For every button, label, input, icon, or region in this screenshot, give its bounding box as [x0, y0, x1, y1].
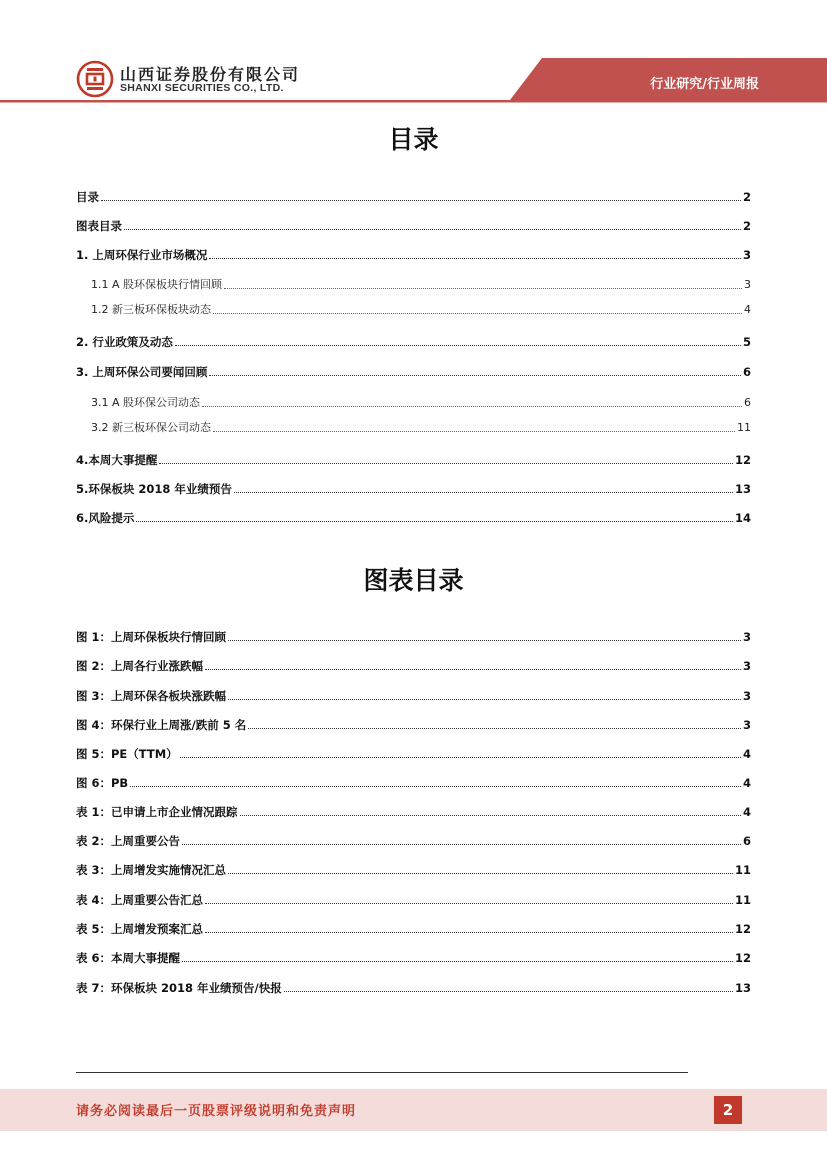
figure-toc-leader-dots	[182, 961, 733, 962]
figure-toc-leader-dots	[205, 669, 741, 670]
toc-leader-dots	[159, 463, 733, 464]
figure-toc-entry-label: 图 4：环保行业上周涨/跌前 5 名	[76, 718, 247, 732]
toc-leader-dots	[202, 406, 742, 407]
toc-leader-dots	[209, 375, 741, 376]
toc-leader-dots	[213, 313, 742, 314]
toc-entry-page: 3	[744, 278, 751, 291]
toc-leader-dots	[209, 258, 741, 259]
toc-entry[interactable]	[76, 218, 751, 234]
figure-toc-entry-label: 图 3：上周环保各板块涨跌幅	[76, 689, 227, 703]
page-header	[0, 0, 827, 104]
toc-entry[interactable]	[76, 364, 751, 380]
toc-leader-dots	[136, 521, 733, 522]
toc-entry-page: 2	[742, 190, 751, 204]
toc-entry-page: 2	[742, 219, 751, 233]
figure-toc-leader-dots	[182, 844, 741, 845]
figure-toc-leader-dots	[228, 873, 733, 874]
figure-toc-entry[interactable]	[76, 629, 751, 645]
toc-entry-page: 3	[742, 248, 751, 262]
toc-entry-label: 3.2 新三板环保公司动态	[91, 421, 211, 434]
figure-toc-entry-label: 图 2：上周各行业涨跌幅	[76, 659, 204, 673]
figure-toc-leader-dots	[228, 699, 741, 700]
toc-entry-label: 1.2 新三板环保板块动态	[91, 303, 211, 316]
figure-toc-entry-page: 3	[742, 659, 751, 673]
figure-toc-leader-dots	[205, 932, 733, 933]
toc-entry-label: 图表目录	[76, 219, 122, 233]
toc-entry-page: 13	[734, 482, 751, 496]
toc-leader-dots	[234, 492, 733, 493]
toc-entry-label: 1.1 A 股环保板块行情回顾	[91, 278, 223, 291]
toc-entry-page: 6	[744, 396, 751, 409]
toc-leader-dots	[224, 288, 742, 289]
toc-entry-label: 目录	[76, 190, 99, 204]
figure-toc-entry-page: 3	[742, 718, 751, 732]
toc-leader-dots	[101, 200, 741, 201]
figure-toc-entry-label: 表 7：环保板块 2018 年业绩预告/快报	[76, 981, 282, 995]
toc-entry[interactable]	[91, 420, 751, 436]
toc-entry-page: 4	[744, 303, 751, 316]
toc-entry-page: 12	[734, 453, 751, 467]
toc-entry[interactable]	[76, 481, 751, 497]
footer-disclaimer: 请务必阅读最后一页股票评级说明和免责声明	[76, 1104, 357, 1119]
page-number: 2	[714, 1096, 742, 1124]
figure-toc-entry-page: 12	[734, 922, 751, 936]
toc-entry[interactable]	[76, 510, 751, 526]
toc-entry-label: 1. 上周环保行业市场概况	[76, 248, 208, 262]
figure-toc-entry[interactable]	[76, 921, 751, 937]
toc-entry-page: 6	[742, 365, 751, 379]
toc-entry-label: 3. 上周环保公司要闻回顾	[76, 365, 208, 379]
figure-toc-entry[interactable]	[76, 862, 751, 878]
figure-toc-entry[interactable]	[76, 658, 751, 674]
toc-entry-label: 3.1 A 股环保公司动态	[91, 396, 201, 409]
toc-entry-page: 5	[742, 335, 751, 349]
figure-toc-entry-page: 11	[734, 863, 751, 877]
figure-toc-entry-label: 图 5：PE（TTM）	[76, 747, 178, 761]
report-type-label: 行业研究/行业周报	[650, 77, 759, 92]
figure-toc-entry[interactable]	[76, 775, 751, 791]
toc-entry[interactable]	[91, 395, 751, 411]
figure-toc-entry-page: 3	[742, 630, 751, 644]
company-logo-icon	[76, 60, 114, 98]
figure-toc-entry-page: 4	[742, 776, 751, 790]
figure-toc-entry[interactable]	[76, 804, 751, 820]
figure-toc-entry[interactable]	[76, 950, 751, 966]
figure-toc-entry[interactable]	[76, 833, 751, 849]
figure-toc-entry-label: 表 3：上周增发实施情况汇总	[76, 863, 227, 877]
footer-divider	[76, 1072, 688, 1073]
figure-toc-leader-dots	[284, 991, 733, 992]
figure-toc-entry-page: 4	[742, 805, 751, 819]
toc-leader-dots	[124, 229, 741, 230]
figure-toc-leader-dots	[130, 786, 741, 787]
toc-entry-label: 5.环保板块 2018 年业绩预告	[76, 482, 232, 496]
figure-toc-leader-dots	[228, 640, 741, 641]
figure-toc-entry-label: 表 4：上周重要公告汇总	[76, 893, 204, 907]
figure-toc-entry-label: 表 6：本周大事提醒	[76, 951, 181, 965]
figure-toc-entry-page: 13	[734, 981, 751, 995]
figure-toc-leader-dots	[180, 757, 741, 758]
figure-toc-entry-label: 图 1：上周环保板块行情回顾	[76, 630, 227, 644]
figure-toc-entry-page: 11	[734, 893, 751, 907]
figure-toc-leader-dots	[205, 903, 733, 904]
figure-toc-entry-page: 3	[742, 689, 751, 703]
figure-toc-entry[interactable]	[76, 746, 751, 762]
toc-entry[interactable]	[76, 334, 751, 350]
toc-leader-dots	[213, 431, 735, 432]
figure-toc-entry[interactable]	[76, 688, 751, 704]
figure-toc-entry-label: 表 2：上周重要公告	[76, 834, 181, 848]
toc-entry-label: 2. 行业政策及动态	[76, 335, 173, 349]
toc-entry-label: 6.风险提示	[76, 511, 135, 525]
company-name-cn: 山西证券股份有限公司	[120, 65, 301, 84]
figure-toc-entry-page: 6	[742, 834, 751, 848]
toc-entry-page: 14	[734, 511, 751, 525]
company-name-en: SHANXI SECURITIES CO., LTD.	[120, 82, 284, 94]
figure-toc-entry[interactable]	[76, 892, 751, 908]
figure-toc-entry[interactable]	[76, 980, 751, 996]
toc-entry-label: 4.本周大事提醒	[76, 453, 158, 467]
figure-toc-leader-dots	[240, 815, 741, 816]
toc-leader-dots	[175, 345, 741, 346]
toc-entry[interactable]	[76, 452, 751, 468]
figure-toc-entry-label: 表 5：上周增发预案汇总	[76, 922, 204, 936]
toc-entry[interactable]	[76, 189, 751, 205]
figure-toc-entry-page: 4	[742, 747, 751, 761]
toc-entry[interactable]	[91, 277, 751, 293]
figure-toc-entry-page: 12	[734, 951, 751, 965]
figure-toc-leader-dots	[248, 728, 741, 729]
figure-toc-entry[interactable]	[76, 717, 751, 733]
toc-entry[interactable]	[91, 302, 751, 318]
figure-toc-entry-label: 图 6：PB	[76, 776, 129, 790]
figure-toc-title: 图表目录	[363, 566, 464, 595]
toc-title: 目录	[388, 125, 439, 154]
figure-toc-entry-label: 表 1：已申请上市企业情况跟踪	[76, 805, 238, 819]
toc-entry-page: 11	[737, 421, 751, 434]
toc-entry[interactable]	[76, 247, 751, 263]
